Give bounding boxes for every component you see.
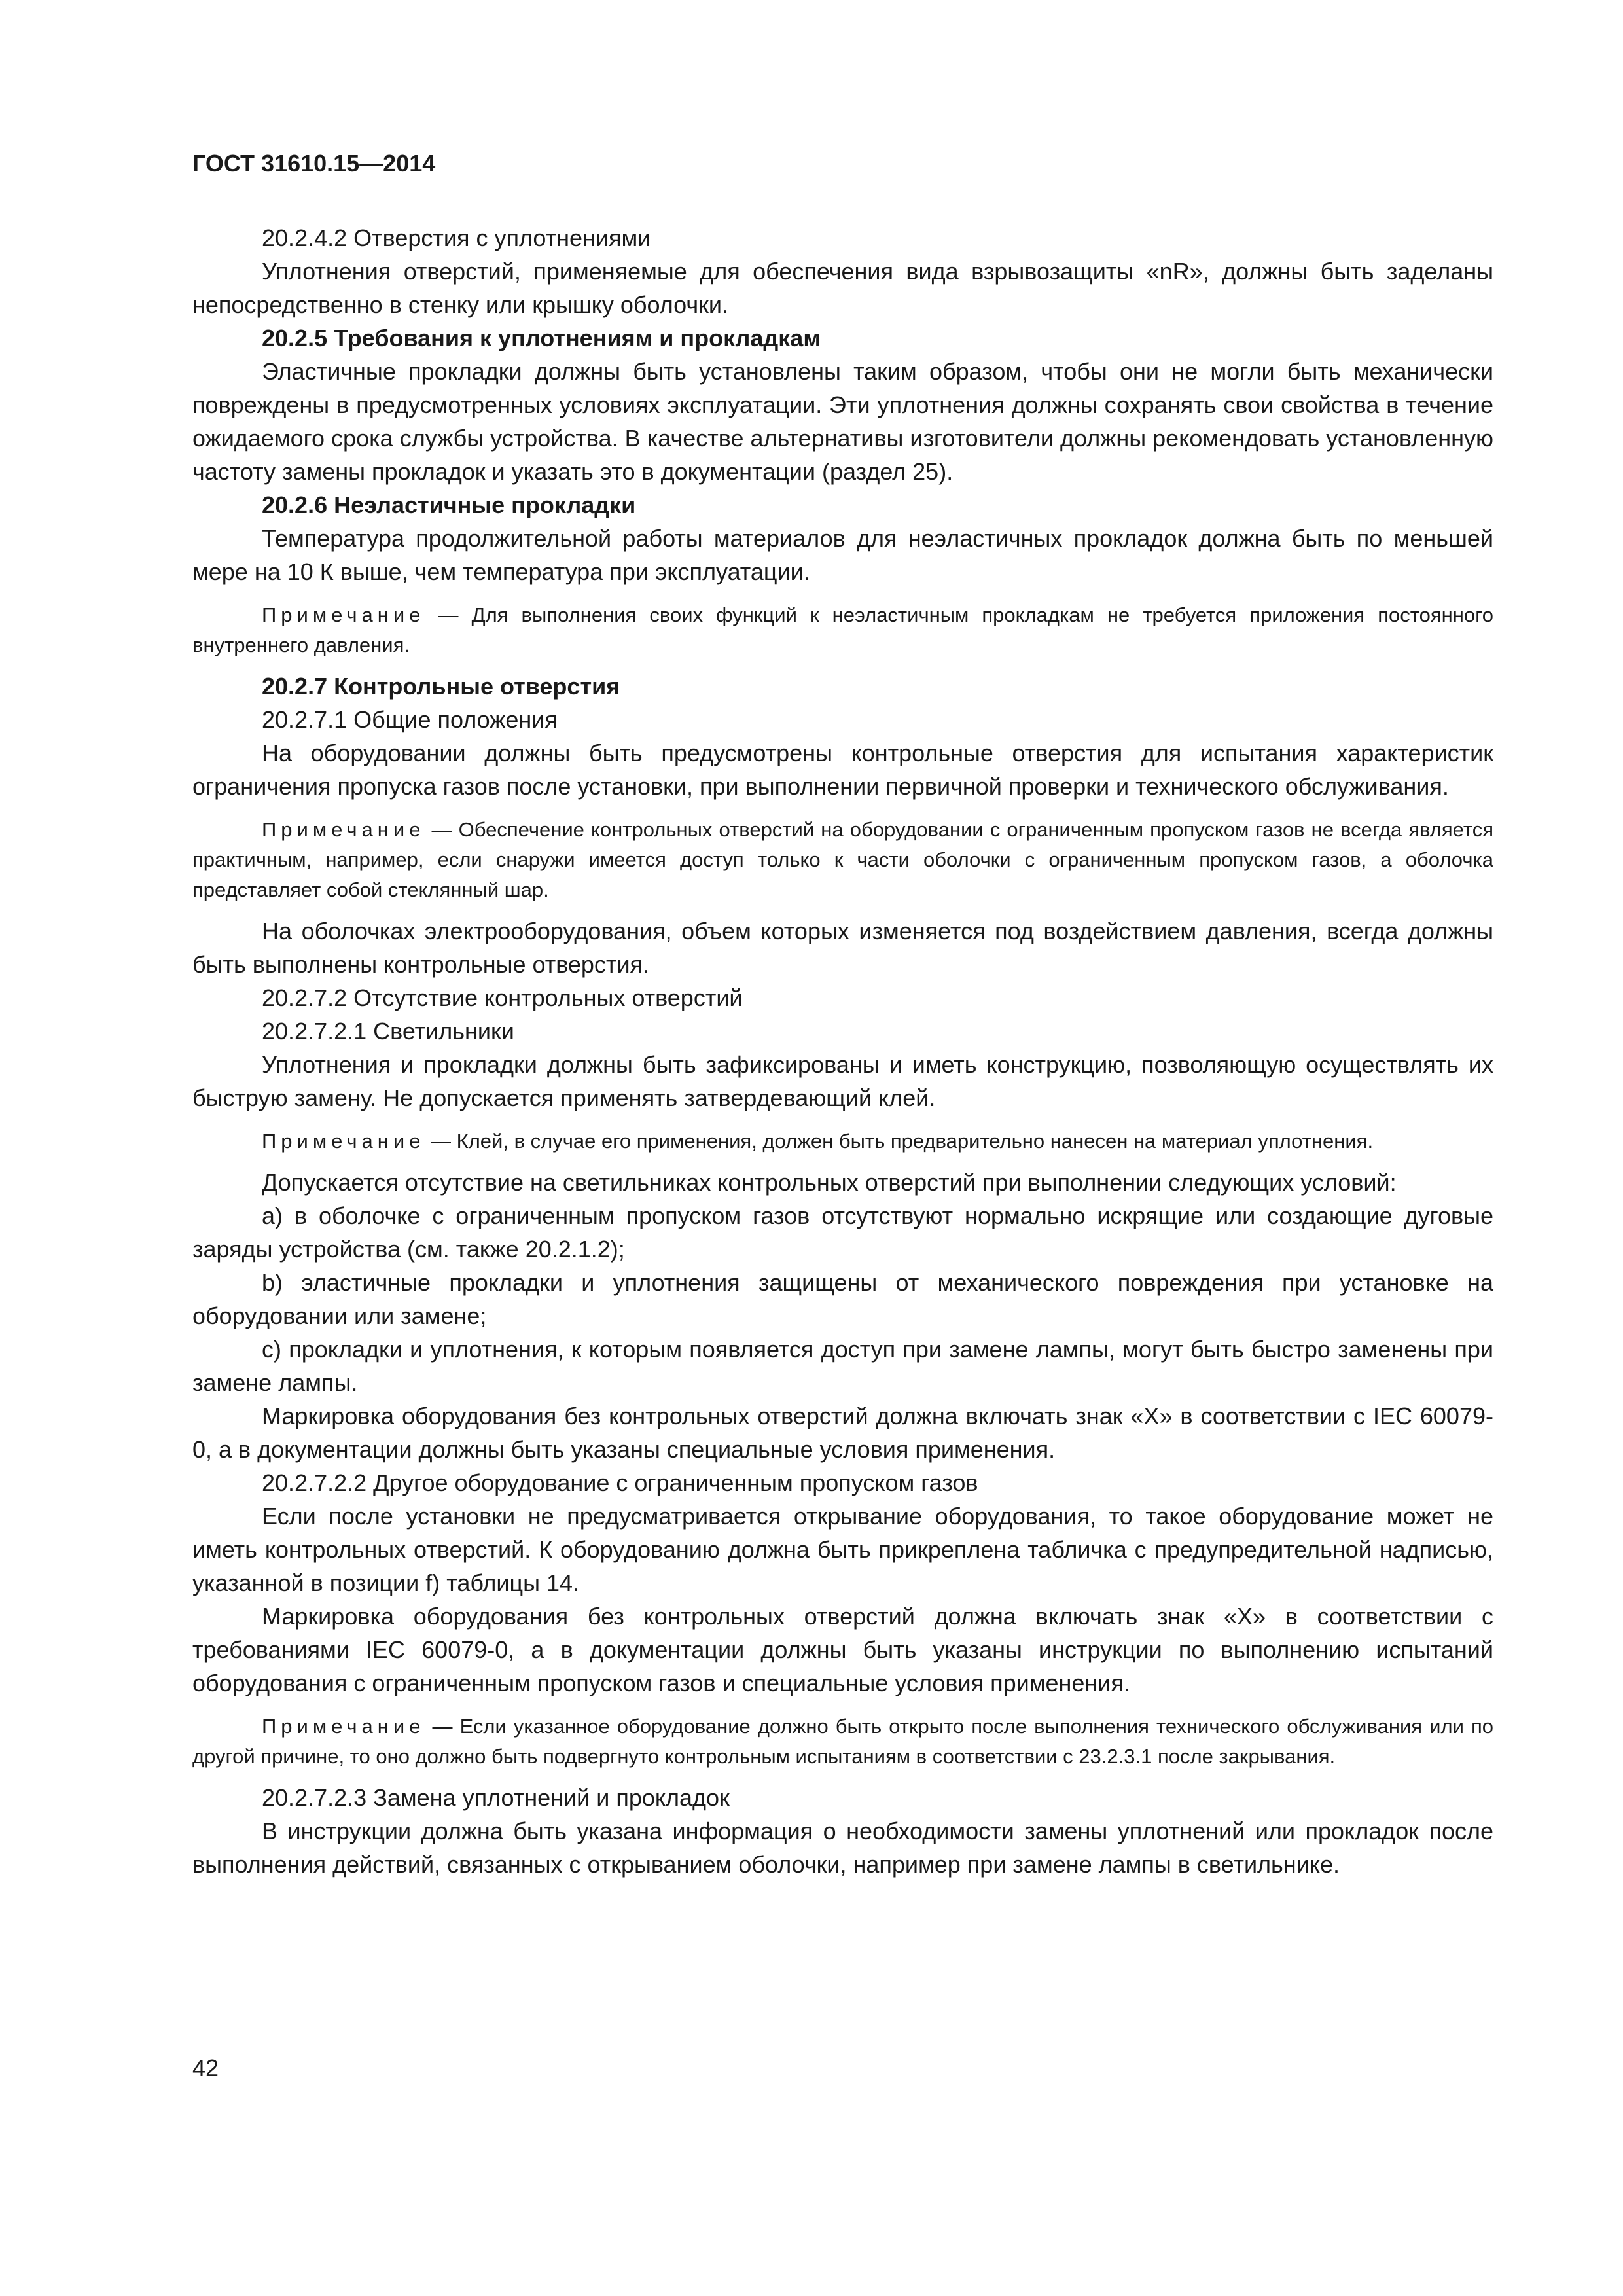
note-text: — Если указанное оборудование должно быть открыто после выполнения технического обслуживания или по другой причине, то оно должно быть подвергнуто контрольным испытаниям в соответствии с 23.2.3.1 после закрывания. — [192, 1715, 1493, 1768]
paragraph: В инструкции должна быть указана информация о необходимости замены уплотнений или прокладок после выполнения действий, связанных с открыванием оболочки, например при замене лампы в светильнике. — [192, 1818, 1493, 1878]
note-label: Примечание — [262, 603, 425, 626]
paragraph: Эластичные прокладки должны быть установлены таким образом, чтобы они не могли быть механически повреждены в предусмотренных условиях эксплуатации. Эти уплотнения должны сохранять свои свойства в течение ожидаемого срока службы устройства. В качестве альтернативы изготовители должны рекомендовать установленную частоту замены прокладок и указать это в документации (раздел 25). — [192, 358, 1493, 485]
note-text: — Обеспечение контрольных отверстий на оборудовании с ограниченным пропуском газов не всегда является практичным, например, если снаружи имеется доступ только к части оболочки с ограниченным пропуском газов, а оболочка представляет собой стеклянный шар. — [192, 818, 1493, 901]
list-item: c) прокладки и уплотнения, к которым появляется доступ при замене лампы, могут быть быстро заменены при замене лампы. — [192, 1336, 1493, 1396]
paragraph: На оболочках электрооборудования, объем которых изменяется под воздействием давления, всегда должны быть выполнены контрольные отверстия. — [192, 918, 1493, 978]
note — [192, 1712, 1493, 1772]
note — [192, 815, 1493, 905]
section-heading: 20.2.5 Требования к уплотнениям и прокладкам — [262, 325, 821, 351]
paragraph: 20.2.7.2 Отсутствие контрольных отверстий — [262, 984, 743, 1011]
note-label: Примечание — [262, 818, 425, 841]
paragraph: Уплотнения отверстий, применяемые для обеспечения вида взрывозащиты «nR», должны быть заделаны непосредственно в стенку или крышку оболочки. — [192, 258, 1493, 318]
paragraph: Если после установки не предусматривается открывание оборудования, то такое оборудование может не иметь контрольных отверстий. К оборудованию должна быть прикреплена табличка с предупредительной надписью, указанной в позиции f) таблицы 14. — [192, 1503, 1493, 1596]
note-text: — Клей, в случае его применения, должен быть предварительно нанесен на материал уплотнения. — [425, 1130, 1374, 1153]
list-item: b) эластичные прокладки и уплотнения защищены от механического повреждения при установке на оборудовании или замене; — [192, 1269, 1493, 1329]
note-label: Примечание — [262, 1715, 425, 1738]
paragraph: 20.2.7.1 Общие положения — [262, 706, 558, 733]
paragraph: На оборудовании должны быть предусмотрены контрольные отверстия для испытания характеристик ограничения пропуска газов после установки, при выполнении первичной проверки и технического обслуживания. — [192, 740, 1493, 800]
paragraph: Допускается отсутствие на светильниках контрольных отверстий при выполнении следующих условий: — [262, 1169, 1397, 1196]
document-header: ГОСТ 31610.15—2014 — [192, 150, 436, 177]
page-number: 42 — [192, 2054, 219, 2081]
paragraph: 20.2.4.2 Отверстия с уплотнениями — [262, 224, 651, 251]
paragraph: Уплотнения и прокладки должны быть зафиксированы и иметь конструкцию, позволяющую осуществлять их быструю замену. Не допускается применять затвердевающий клей. — [192, 1051, 1493, 1111]
document-body — [192, 221, 1493, 1881]
note — [192, 1126, 1493, 1157]
section-heading: 20.2.6 Неэластичные прокладки — [262, 492, 636, 518]
note-label: Примечание — [262, 1130, 425, 1153]
paragraph: 20.2.7.2.1 Светильники — [262, 1018, 514, 1045]
paragraph: Температура продолжительной работы материалов для неэластичных прокладок должна быть по меньшей мере на 10 К выше, чем температура при эксплуатации. — [192, 525, 1493, 585]
note-text: — Для выполнения своих функций к неэластичным прокладкам не требуется приложения постоянного внутреннего давления. — [192, 603, 1493, 656]
paragraph: Маркировка оборудования без контрольных отверстий должна включать знак «X» в соответствии с IEC 60079-0, а в документации должны быть указаны специальные условия применения. — [192, 1403, 1493, 1463]
list-item: a) в оболочке с ограниченным пропуском газов отсутствуют нормально искрящие или создающие дуговые заряды устройства (см. также 20.2.1.2); — [192, 1202, 1493, 1263]
paragraph: 20.2.7.2.3 Замена уплотнений и прокладок — [262, 1784, 730, 1811]
paragraph: Маркировка оборудования без контрольных отверстий должна включать знак «X» в соответствии с требованиями IEC 60079-0, а в документации должны быть указаны инструкции по выполнению испытаний оборудования с ограниченным пропуском газов и специальные условия применения. — [192, 1603, 1493, 1696]
note — [192, 600, 1493, 660]
section-heading: 20.2.7 Контрольные отверстия — [262, 673, 620, 700]
paragraph: 20.2.7.2.2 Другое оборудование с ограниченным пропуском газов — [262, 1469, 978, 1496]
